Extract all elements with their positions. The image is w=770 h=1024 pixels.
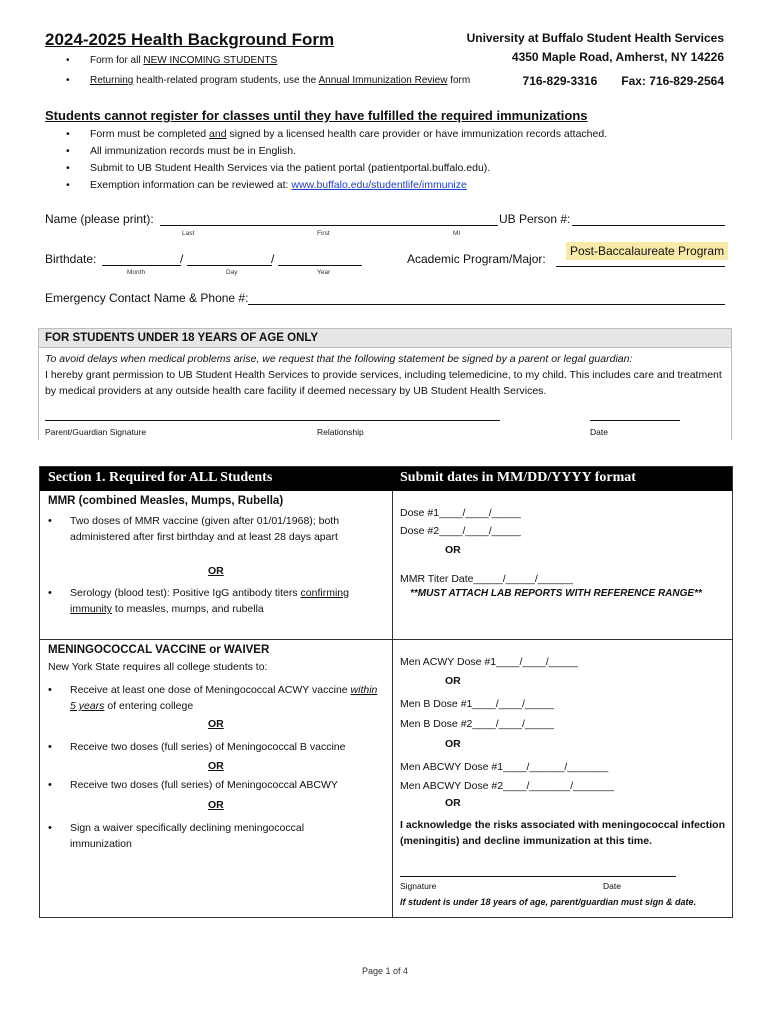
section1-header <box>40 467 732 491</box>
ub-person-label: UB Person #: <box>499 212 571 226</box>
men-item-acwy: • Receive at least one dose of Meningococcal ACWY vaccine within 5 years of entering college <box>48 684 378 712</box>
program-value: Post-Baccalaureate Program <box>566 242 728 260</box>
name-last-label: Last <box>182 230 195 237</box>
org-block <box>467 29 724 67</box>
column-divider <box>392 491 393 917</box>
name-mi-label: MI <box>453 230 461 237</box>
mmr-right-or: OR <box>445 544 461 556</box>
acwy-dose1-field[interactable]: Men ACWY Dose #1____/____/_____ <box>400 656 578 668</box>
minor-waiver-note: If student is under 18 years of age, parent/guardian must sign & date. <box>400 897 697 907</box>
header-bullet-returning: • Returning health-related program students, use the Annual Immunization Review form <box>66 74 506 94</box>
program-field[interactable] <box>566 244 728 258</box>
org-address: 4350 Maple Road, Amherst, NY 14226 <box>511 50 724 64</box>
name-first-label: First <box>317 230 330 237</box>
mmr-dose1-field[interactable]: Dose #1____/____/_____ <box>400 507 521 519</box>
men-or: OR <box>208 718 224 730</box>
header-bullets <box>66 54 506 94</box>
mmr-item-doses: • Two doses of MMR vaccine (given after 01/01/1968); both administered after first birthday and at least 28 days apart <box>48 515 340 543</box>
minor-request-text: To avoid delays when medical problems arise, we request that the following statement be signed by a parent or legal guardian: <box>45 353 633 365</box>
requirements-list <box>66 126 726 194</box>
minor-heading: FOR STUDENTS UNDER 18 YEARS OF AGE ONLY <box>38 328 732 348</box>
mmr-dose2-field[interactable]: Dose #2____/____/_____ <box>400 525 521 537</box>
men-or: OR <box>208 799 224 811</box>
requirements-heading: Students cannot register for classes until they have fulfilled the required immunizations <box>45 108 588 123</box>
new-students-link[interactable]: NEW INCOMING STUDENTS <box>143 55 278 66</box>
birth-month-field[interactable] <box>102 265 181 266</box>
program-label: Academic Program/Major: <box>407 252 546 266</box>
emergency-field[interactable] <box>248 304 725 305</box>
name-label: Name (please print): <box>45 212 154 226</box>
list-item: • Submit to UB Student Health Services via the patient portal (patientportal.buffalo.edu). <box>66 160 726 177</box>
list-item: • Form must be completed and signed by a licensed health care provider or have immunization records attached. <box>66 126 726 143</box>
waiver-signature-label: Signature <box>400 881 437 891</box>
emergency-label: Emergency Contact Name & Phone #: <box>45 291 249 305</box>
birth-day-caption: Day <box>226 269 238 276</box>
guardian-date-field[interactable] <box>590 420 680 421</box>
mmr-or: OR <box>208 565 224 577</box>
birth-year-field[interactable] <box>278 265 362 266</box>
men-or: OR <box>208 760 224 772</box>
section1-table <box>39 466 733 918</box>
org-name: University at Buffalo Student Health Services <box>466 31 724 45</box>
mmr-item-serology: • Serology (blood test): Positive IgG antibody titers confirming immunity to measles, mumps, and rubella <box>48 587 349 615</box>
waiver-date-label: Date <box>603 881 621 891</box>
date-format-title: Submit dates in MM/DD/YYYY format <box>400 470 636 485</box>
menb-dose2-field[interactable]: Men B Dose #2____/____/_____ <box>400 718 555 730</box>
waiver-signature-field[interactable] <box>400 876 676 877</box>
immunize-link[interactable]: www.buffalo.edu/studentlife/immunize <box>291 179 467 191</box>
annual-review-link[interactable]: Annual Immunization Review <box>318 75 448 86</box>
slash: / <box>180 252 184 266</box>
fax-number: Fax: 716-829-2564 <box>621 74 724 88</box>
birth-year-caption: Year <box>317 269 331 276</box>
name-field[interactable] <box>160 225 498 226</box>
relationship-label: Relationship <box>317 427 364 437</box>
list-item: • All immunization records must be in English. <box>66 143 726 160</box>
contact-numbers <box>523 74 724 88</box>
men-item-waiver: • Sign a waiver specifically declining meningococcal immunization <box>48 822 305 850</box>
row-divider <box>40 639 732 640</box>
menb-dose1-field[interactable]: Men B Dose #1____/____/_____ <box>400 698 555 710</box>
birth-day-field[interactable] <box>187 265 272 266</box>
birth-month-caption: Month <box>127 269 146 276</box>
slash: / <box>271 252 275 266</box>
form-title: 2024-2025 Health Background Form <box>45 30 335 49</box>
guardian-signature-label: Parent/Guardian Signature <box>45 427 147 437</box>
guardian-signature-field[interactable] <box>45 420 500 421</box>
mmr-titer-field[interactable]: MMR Titer Date_____/_____/______ <box>400 573 573 585</box>
men-intro: New York State requires all college students to: <box>48 661 268 673</box>
section1-title: Section 1. Required for ALL Students <box>48 470 273 485</box>
phone-number: 716-829-3316 <box>522 74 598 88</box>
program-field-line <box>556 266 725 267</box>
minor-permission-text: I hereby grant permission to UB Student Health Services to provide services, including telemedicine, to my child. This includes care and treatment by medical providers at any outside health care facility if deemed necessary by UB Student Health Services. <box>45 369 722 397</box>
waiver-acknowledgement: I acknowledge the risks associated with meningococcal infection (meningitis) and decline immunization at this time. <box>400 819 726 847</box>
men-right-or: OR <box>445 797 461 809</box>
men-item-abcwy: • Receive two doses (full series) of Meningococcal ABCWY <box>48 779 338 791</box>
page-number: Page 1 of 4 <box>361 966 409 976</box>
mmr-heading: MMR (combined Measles, Mumps, Rubella) <box>48 495 284 507</box>
abcwy-dose2-field[interactable]: Men ABCWY Dose #2____/_______/_______ <box>400 780 615 792</box>
list-item: • Exemption information can be reviewed at: www.buffalo.edu/studentlife/immunize <box>66 177 726 194</box>
birthdate-label: Birthdate: <box>45 252 97 266</box>
men-right-or: OR <box>445 738 461 750</box>
header-bullet-new: • Form for all NEW INCOMING STUDENTS <box>66 54 506 74</box>
abcwy-dose1-field[interactable]: Men ABCWY Dose #1____/______/_______ <box>400 761 609 773</box>
ub-person-field[interactable] <box>572 225 725 226</box>
minor-consent-block <box>38 328 732 440</box>
men-heading: MENINGOCOCCAL VACCINE or WAIVER <box>48 644 270 656</box>
men-right-or: OR <box>445 675 461 687</box>
lab-report-note: **MUST ATTACH LAB REPORTS WITH REFERENCE RANGE** <box>410 588 702 599</box>
guardian-date-label: Date <box>590 427 608 437</box>
men-item-menb: • Receive two doses (full series) of Meningococcal B vaccine <box>48 741 346 753</box>
